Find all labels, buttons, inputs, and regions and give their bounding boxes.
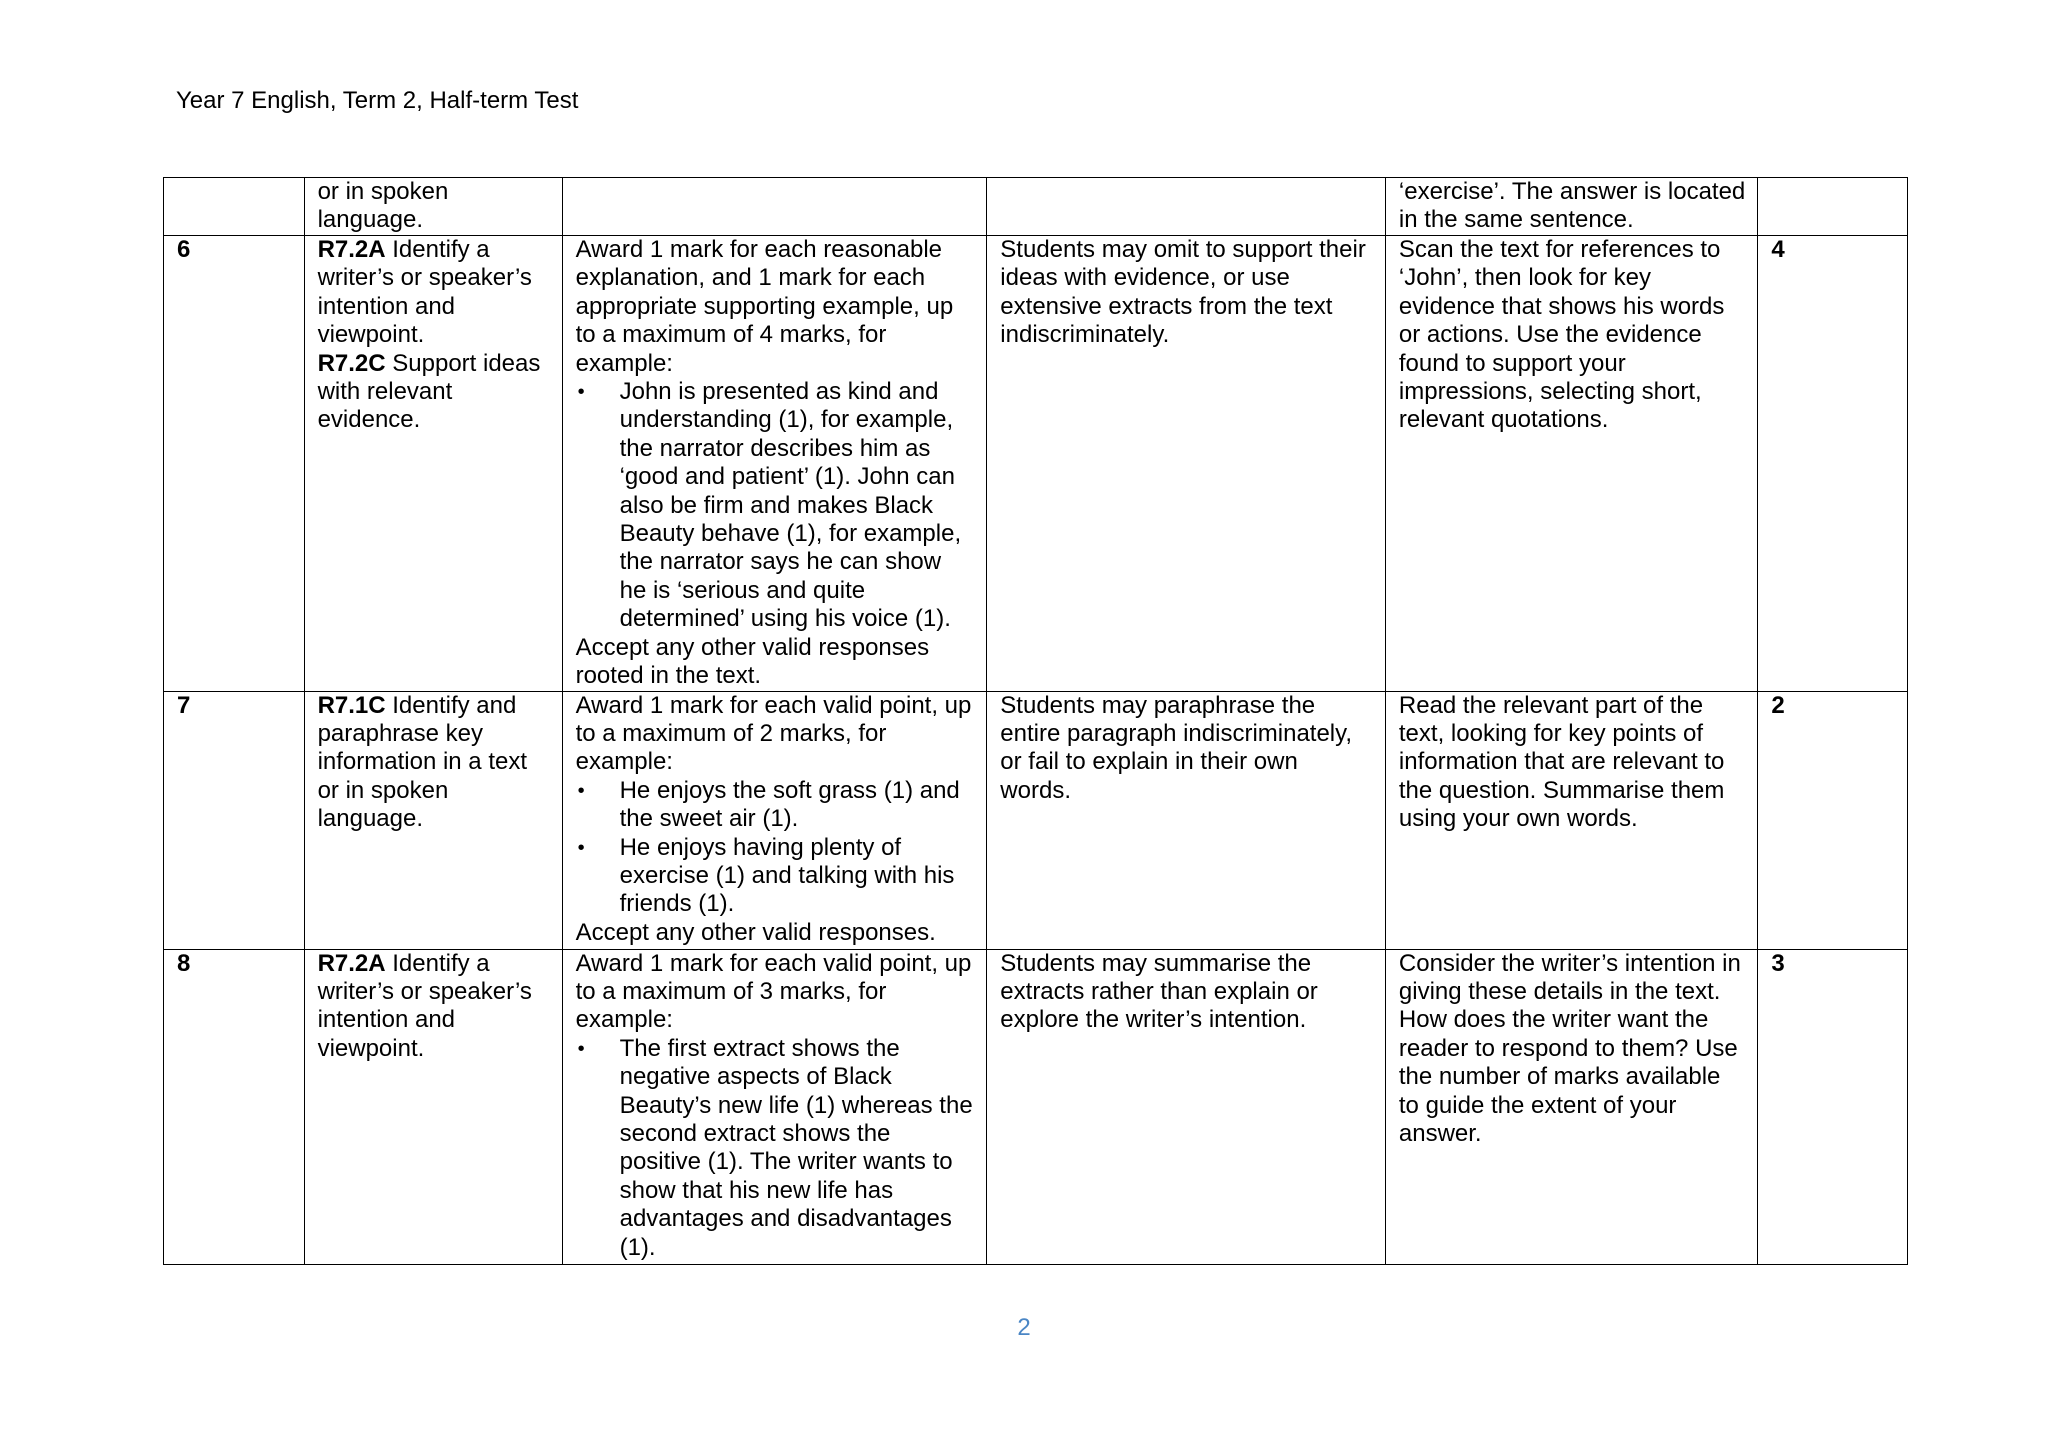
criteria-cell <box>562 178 987 236</box>
misconceptions-text: Students may paraphrase the entire paragraph indiscriminately, or fail to explain in their own words. <box>1000 691 1353 804</box>
objective-text <box>318 692 550 834</box>
criteria-cell <box>562 236 987 692</box>
question-number-cell: 6 <box>164 236 305 692</box>
objective-description: Identify a writer’s or speaker’s intention and viewpoint. <box>317 949 532 1062</box>
objective-text <box>318 950 550 1064</box>
criteria-bullet: • He enjoys having plenty of exercise (1) and talking with his friends (1). <box>620 834 975 919</box>
criteria-intro: Award 1 mark for each valid point, up to a maximum of 2 marks, for example: <box>575 691 972 776</box>
table-row-question-7 <box>164 691 1908 949</box>
table-row-continuation <box>164 178 1908 236</box>
objective-text <box>318 350 550 435</box>
objective-cell <box>304 236 562 692</box>
guidance-cell <box>1385 236 1757 692</box>
guidance-text: Consider the writer’s intention in giving these details in the text. How does the writer want the reader to respond to them? Use the number of marks available to guide the extent of your answer. <box>1398 949 1741 1147</box>
marks-cell: 3 <box>1758 949 1908 1264</box>
marks-cell: 2 <box>1758 691 1908 949</box>
question-number-cell <box>164 178 305 236</box>
objective-cell <box>304 691 562 949</box>
guidance-text: ‘exercise’. The answer is located in the same sentence. <box>1398 178 1746 234</box>
criteria-bullet-list <box>576 1035 975 1262</box>
table-row-question-8 <box>164 949 1908 1264</box>
guidance-cell <box>1385 691 1757 949</box>
criteria-outro: Accept any other valid responses rooted in the text. <box>575 633 930 690</box>
misconceptions-cell <box>987 236 1386 692</box>
criteria-bullet-list <box>576 777 975 919</box>
objective-code: R7.2A <box>317 949 386 977</box>
objective-description: Support ideas with relevant evidence. <box>317 349 541 434</box>
guidance-text: Read the relevant part of the text, looking for key points of information that are relevant to the question. Summarise them using your own words. <box>1398 691 1725 833</box>
criteria-cell <box>562 691 987 949</box>
objective-text: or in spoken language. <box>317 178 449 234</box>
objective-description: Identify a writer’s or speaker’s intention and viewpoint. <box>317 236 532 349</box>
misconceptions-text: Students may summarise the extracts rather than explain or explore the writer’s intention. <box>1000 949 1318 1034</box>
objective-code: R7.1C <box>317 691 386 719</box>
misconceptions-cell <box>987 949 1386 1264</box>
criteria-intro: Award 1 mark for each reasonable explanation, and 1 mark for each appropriate supporting example, up to a maximum of 4 marks, for example: <box>575 236 954 377</box>
mark-scheme-table <box>163 177 1908 1265</box>
guidance-cell <box>1385 178 1757 236</box>
page-number: 2 <box>1017 1314 1031 1341</box>
criteria-cell <box>562 949 987 1264</box>
page-header-title: Year 7 English, Term 2, Half-term Test <box>176 87 579 114</box>
objective-text <box>318 236 550 350</box>
marks-cell <box>1758 178 1908 236</box>
objective-description: Identify and paraphrase key information in a text or in spoken language. <box>317 691 527 833</box>
question-number-cell: 8 <box>164 949 305 1264</box>
criteria-bullet-list <box>576 378 975 634</box>
question-number-cell: 7 <box>164 691 305 949</box>
criteria-bullet: • John is presented as kind and understanding (1), for example, the narrator describes him as ‘good and patient’ (1). John can also be firm and makes Black Beauty behave (1), for example, the narrator says he can show he is ‘serious and quite determined’ using his voice (1). <box>620 378 975 634</box>
objective-code: R7.2C <box>317 349 386 377</box>
objective-code: R7.2A <box>317 236 386 263</box>
misconceptions-cell <box>987 178 1386 236</box>
criteria-bullet: • He enjoys the soft grass (1) and the sweet air (1). <box>620 777 975 834</box>
misconceptions-cell <box>987 691 1386 949</box>
objective-cell <box>304 178 562 236</box>
criteria-intro: Award 1 mark for each valid point, up to a maximum of 3 marks, for example: <box>575 949 972 1034</box>
guidance-text: Scan the text for references to ‘John’, then look for key evidence that shows his words or actions. Use the evidence found to support your impressions, selecting short, relevant quotations. <box>1398 236 1725 434</box>
criteria-outro: Accept any other valid responses. <box>575 918 936 946</box>
misconceptions-text: Students may omit to support their ideas with evidence, or use extensive extracts from the text indiscriminately. <box>1000 236 1366 349</box>
table-row-question-6 <box>164 236 1908 692</box>
objective-cell <box>304 949 562 1264</box>
marks-cell: 4 <box>1758 236 1908 692</box>
criteria-bullet: • The first extract shows the negative aspects of Black Beauty’s new life (1) whereas the second extract shows the positive (1). The writer wants to show that his new life has advantages and disadvantages (1). <box>620 1035 975 1262</box>
guidance-cell <box>1385 949 1757 1264</box>
